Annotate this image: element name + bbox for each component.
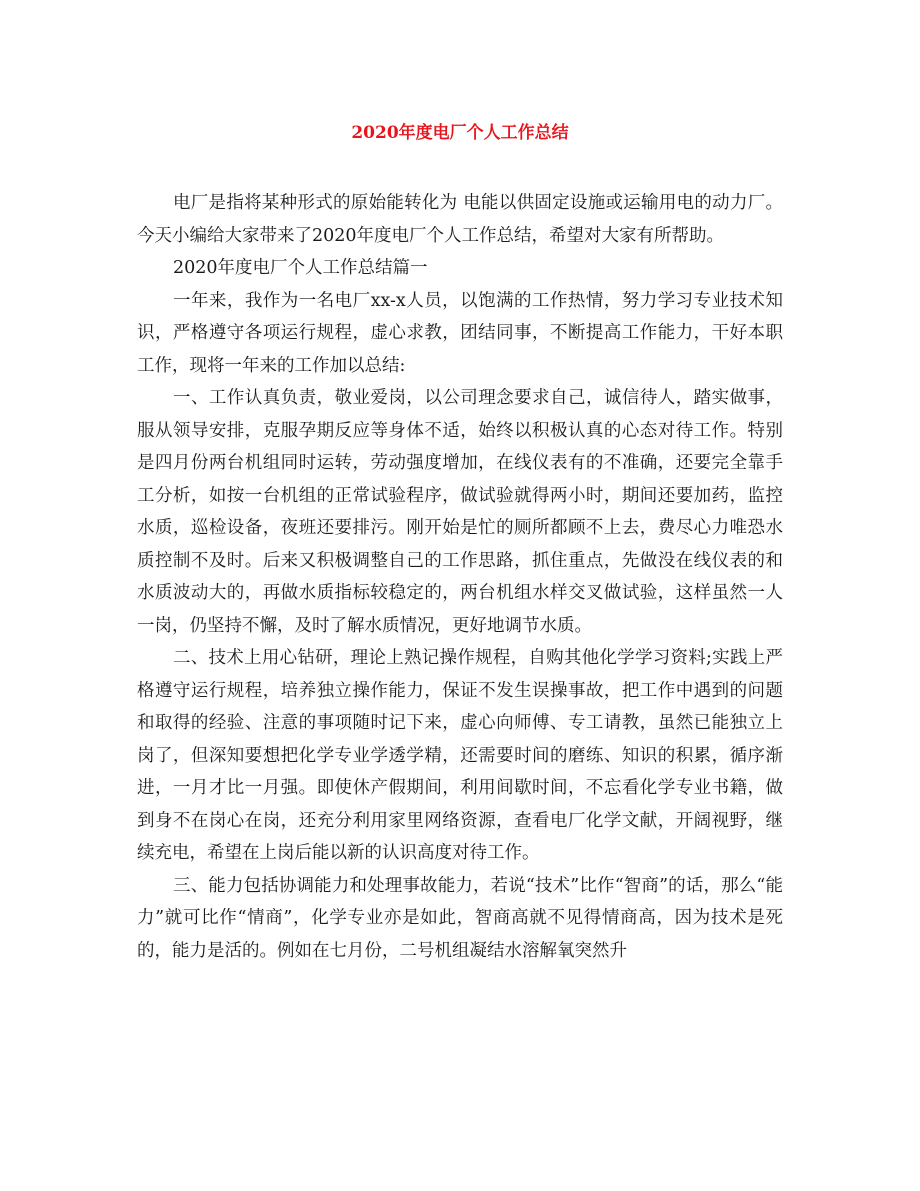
document-title: 2020年度电厂个人工作总结 — [351, 123, 569, 143]
body-paragraph: 三、能力包括协调能力和处理事故能力，若说“技术”比作“智商”的话，那么“能力”就可比作“情商”，化学专业亦是如此，智商高就不见得情商高，因为技术是死的，能力是活的。例如在七月份，二号机组凝结水溶解氧突然升 — [137, 875, 783, 961]
document-body — [137, 187, 783, 967]
body-paragraph: 一年来，我作为一名电厂xx-x人员，以饱满的工作热情，努力学习专业技术知识，严格遵守各项运行规程，虚心求教，团结同事，不断提高工作能力，干好本职工作，现将一年来的工作加以总结: — [137, 290, 783, 376]
body-paragraph: 一、工作认真负责，敬业爱岗，以公司理念要求自己，诚信待人，踏实做事，服从领导安排，克服孕期反应等身体不适，始终以积极认真的心态对待工作。特别是四月份两台机组同时运转，劳动强度增加，在线仪表有的不准确，还要完全靠手工分析，如按一台机组的正常试验程序，做试验就得两小时，期间还要加药，监控水质，巡检设备，夜班还要排污。刚开始是忙的厕所都顾不上去，费尽心力唯恐水质控制不及时。后来又积极调整自己的工作思路，抓住重点，先做没在线仪表的和水质波动大的，再做水质指标较稳定的，两台机组水样交叉做试验，这样虽然一人一岗，仍坚持不懈，及时了解水质情况，更好地调节水质。 — [137, 388, 783, 636]
body-paragraph: 二、技术上用心钻研，理论上熟记操作规程，自购其他化学学习资料;实践上严格遵守运行规程，培养独立操作能力，保证不发生误操事故，把工作中遇到的问题和取得的经验、注意的事项随时记下来，虚心向师傅、专工请教，虽然已能独立上岗了，但深知要想把化学专业学透学精，还需要时间的磨练、知识的积累，循序渐进，一月才比一月强。即使休产假期间，利用间歇时间，不忘看化学专业书籍，做到身不在岗心在岗，还充分利用家里网络资源，查看电厂化学文献，开阔视野，继续充电，希望在上岗后能以新的认识高度对待工作。 — [137, 648, 783, 863]
section-heading: 2020年度电厂个人工作总结篇一 — [173, 258, 428, 278]
intro-paragraph: 电厂是指将某种形式的原始能转化为 电能以供固定设施或运输用电的动力厂。 今天小编给大家带来了2020年度电厂个人工作总结，希望对大家有所帮助。 — [137, 193, 783, 246]
